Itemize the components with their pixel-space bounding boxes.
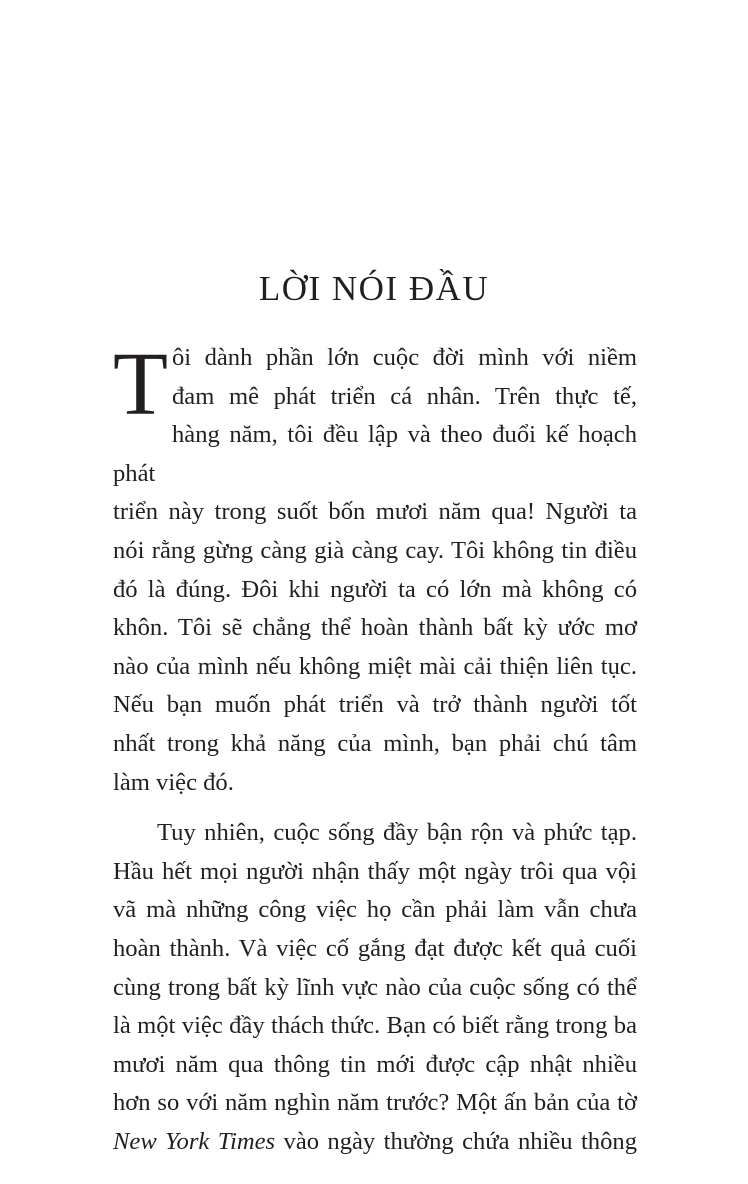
text-line: đó là đúng. Đôi khi người ta có lớn mà không có <box>113 575 637 603</box>
text-line: Hầu hết mọi người nhận thấy một ngày trôi qua vội <box>113 857 637 885</box>
text-line: ôi dành phần lớn cuộc đời mình với niềm <box>171 344 637 371</box>
text-fragment: vào ngày thường chứa nhiều thông <box>275 1127 637 1155</box>
paragraph-2 <box>113 814 637 1161</box>
text-line: hàng năm, tôi đều lập và theo đuổi kế hoạch phát <box>113 421 637 487</box>
text-line: hơn so với năm nghìn năm trước? Một ấn bản của tờ <box>113 1089 637 1117</box>
text-line: nhất trong khả năng của mình, bạn phải chú tâm <box>113 729 637 757</box>
text-line: Tuy nhiên, cuộc sống đầy bận rộn và phức tạp. <box>157 819 637 847</box>
text-line: hoàn thành. Và việc cố gắng đạt được kết quả cuối <box>113 934 637 962</box>
text-line: đam mê phát triển cá nhân. Trên thực tế, <box>171 382 637 410</box>
drop-cap: T <box>113 335 168 434</box>
text-line: triển này trong suốt bốn mươi năm qua! Người ta <box>113 498 637 526</box>
newspaper-title: New York Times <box>113 1127 276 1155</box>
text-line: nói rằng gừng càng già càng cay. Tôi không tin điều <box>113 536 637 564</box>
text-line-last <box>113 1123 637 1162</box>
text-line: vã mà những công việc họ cần phải làm vẫn chưa <box>113 896 637 924</box>
text-line: làm việc đó. <box>113 768 234 796</box>
text-line: khôn. Tôi sẽ chẳng thể hoàn thành bất kỳ ước mơ <box>113 614 637 642</box>
text-line: là một việc đầy thách thức. Bạn có biết rằng trong ba <box>113 1012 637 1040</box>
text-line: nào của mình nếu không miệt mài cải thiện liên tục. <box>113 652 637 680</box>
text-line: Nếu bạn muốn phát triển và trở thành người tốt <box>113 691 637 719</box>
paragraph-1 <box>113 335 637 802</box>
text-line: mươi năm qua thông tin mới được cập nhật nhiều <box>113 1050 637 1078</box>
page-title: LỜI NÓI ĐẦU <box>258 269 490 309</box>
body-text <box>113 335 637 1161</box>
text-line: cùng trong bất kỳ lĩnh vực nào của cuộc sống có thể <box>113 973 637 1001</box>
